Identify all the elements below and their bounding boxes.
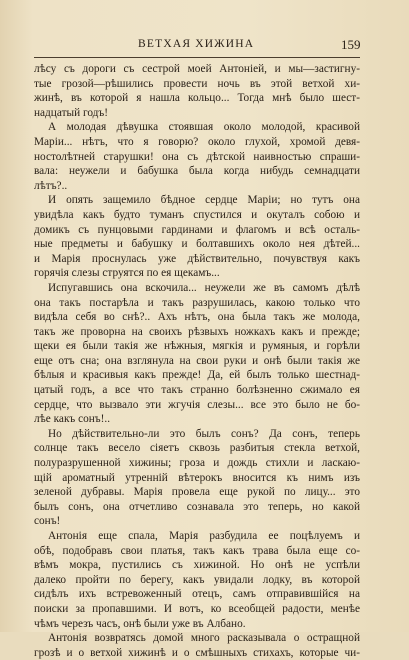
text-line: цатый годъ, а все что такъ странно болѣзненно сжимало ея [34,384,360,397]
text-line: сидѣлъ ихъ встревоженный отецъ, самъ отправившійся на [34,588,360,601]
text-line: Испугавшись она вскочила... неужели же въ самомъ дѣлѣ [48,281,360,294]
page-header [0,38,409,56]
text-line: бѣлыя и красивыя какъ прежде! Да, ей былъ только шестнад- [34,369,360,382]
text-line: И опять защемило бѣдное сердце Маріи; но тутъ она [48,194,360,207]
text-line: вала: неужели и бабушка была когда нибудь семнадцати [34,165,360,178]
text-line: лѣсу съ дороги съ сестрой моей Антоніей, и мы—застигну- [34,63,360,75]
text-line: Антонія возвратясь домой много расказывала о остращной [48,632,360,645]
running-title: ВЕТХАЯ ХИЖИНА [138,38,255,50]
text-line: грозѣ и о ветхой хижинѣ и о смѣшныхъ стихахъ, которые чи- [34,646,360,659]
text-line: ностолѣтней старушки! она съ дѣтской наивностью спраши- [34,150,360,163]
header-rule [34,57,360,58]
text-line: лѣтъ?.. [34,179,68,192]
page-number: 159 [341,37,361,52]
text-line: сонъ! [34,515,61,528]
text-line: надцатый годъ! [34,106,108,119]
text-line: видѣла себя во снѣ?.. Ахъ нѣтъ, она была такъ же молода, [34,311,360,324]
text-line: и Марія проснулась уже дѣйствительно, почувствуя какъ [34,252,360,265]
text-line: Антонія еще спала, Марія разбудила ее поцѣлуемъ и [48,530,360,542]
text-line: сердце, что вызвало эти жгучія слезы... все это было не бо- [34,398,360,411]
text-line: тые грозой—рѣшились провести ночь въ этой ветхой хи- [34,77,360,90]
text-line: щій ароматный утренній вѣтерокъ вносится къ нимъ изъ [34,471,360,484]
text-line: вѣмъ мокра, пустились съ хижиной. Но онѣ не успѣли [34,559,360,572]
text-line: зеленой дубравы. Марія провела еще рукой по лицу... это [34,486,360,499]
text-line: еще отъ сна; она взглянула на свои руки и онѣ были такія же [34,354,360,367]
text-line: солнце такъ весело сіяетъ сквозь разбитыя стекла ветхой, [34,442,360,455]
text-line: ные предметы и бабушку и болтавшихъ около нея дѣтей... [34,238,360,251]
text-line: жинѣ, въ которой я нашла кольцо... Тогда мнѣ было шест- [34,92,360,105]
text-line: обѣ, подобравъ свои платья, такъ какъ трава была еще со- [34,544,360,557]
body-text [34,62,360,660]
text-line: Но дѣйствительно-ли это былъ сонъ? Да сонъ, теперь [48,427,360,440]
text-line: она такъ постарѣла и такъ разрушилась, какою только что [34,296,360,309]
text-line: лѣе какъ сонъ!.. [34,413,111,426]
text-line: Маріи... нѣтъ, что я говорю? около глухой, хромой девя- [34,135,360,148]
text-line: увидѣла какъ будто туманъ спустился и окуталъ собою и [34,208,360,221]
text-line: чѣмъ черезъ часъ, онѣ были уже въ Албано. [34,617,246,630]
text-line: такъ же проворна на своихъ рѣзвыхъ ножкахъ какъ и прежде; [34,325,360,338]
text-line: А молодая дѣвушка стоявшая около молодой, красивой [48,121,360,134]
text-line: полуразрушенной хижины; гроза и дождь стихли и ласкаю- [34,457,360,470]
text-line: горячія слезы струятся по ея щекамъ... [34,267,220,280]
text-line: поиски за пропавшими. И вотъ, ко всеобщей радости, менѣе [34,602,360,615]
text-line: былъ сонъ, она отчетливо сознавала это теперь, но какой [34,500,360,513]
text-line: далеко пройти по берегу, какъ увидали лодку, въ которой [34,573,360,586]
text-line: домикъ съ пунцовыми гардинами и флагомъ и всѣ осталь- [34,223,360,236]
text-line: щеки ея были такія же нѣжныя, мягкія и румяныя, и горѣли [34,340,360,353]
